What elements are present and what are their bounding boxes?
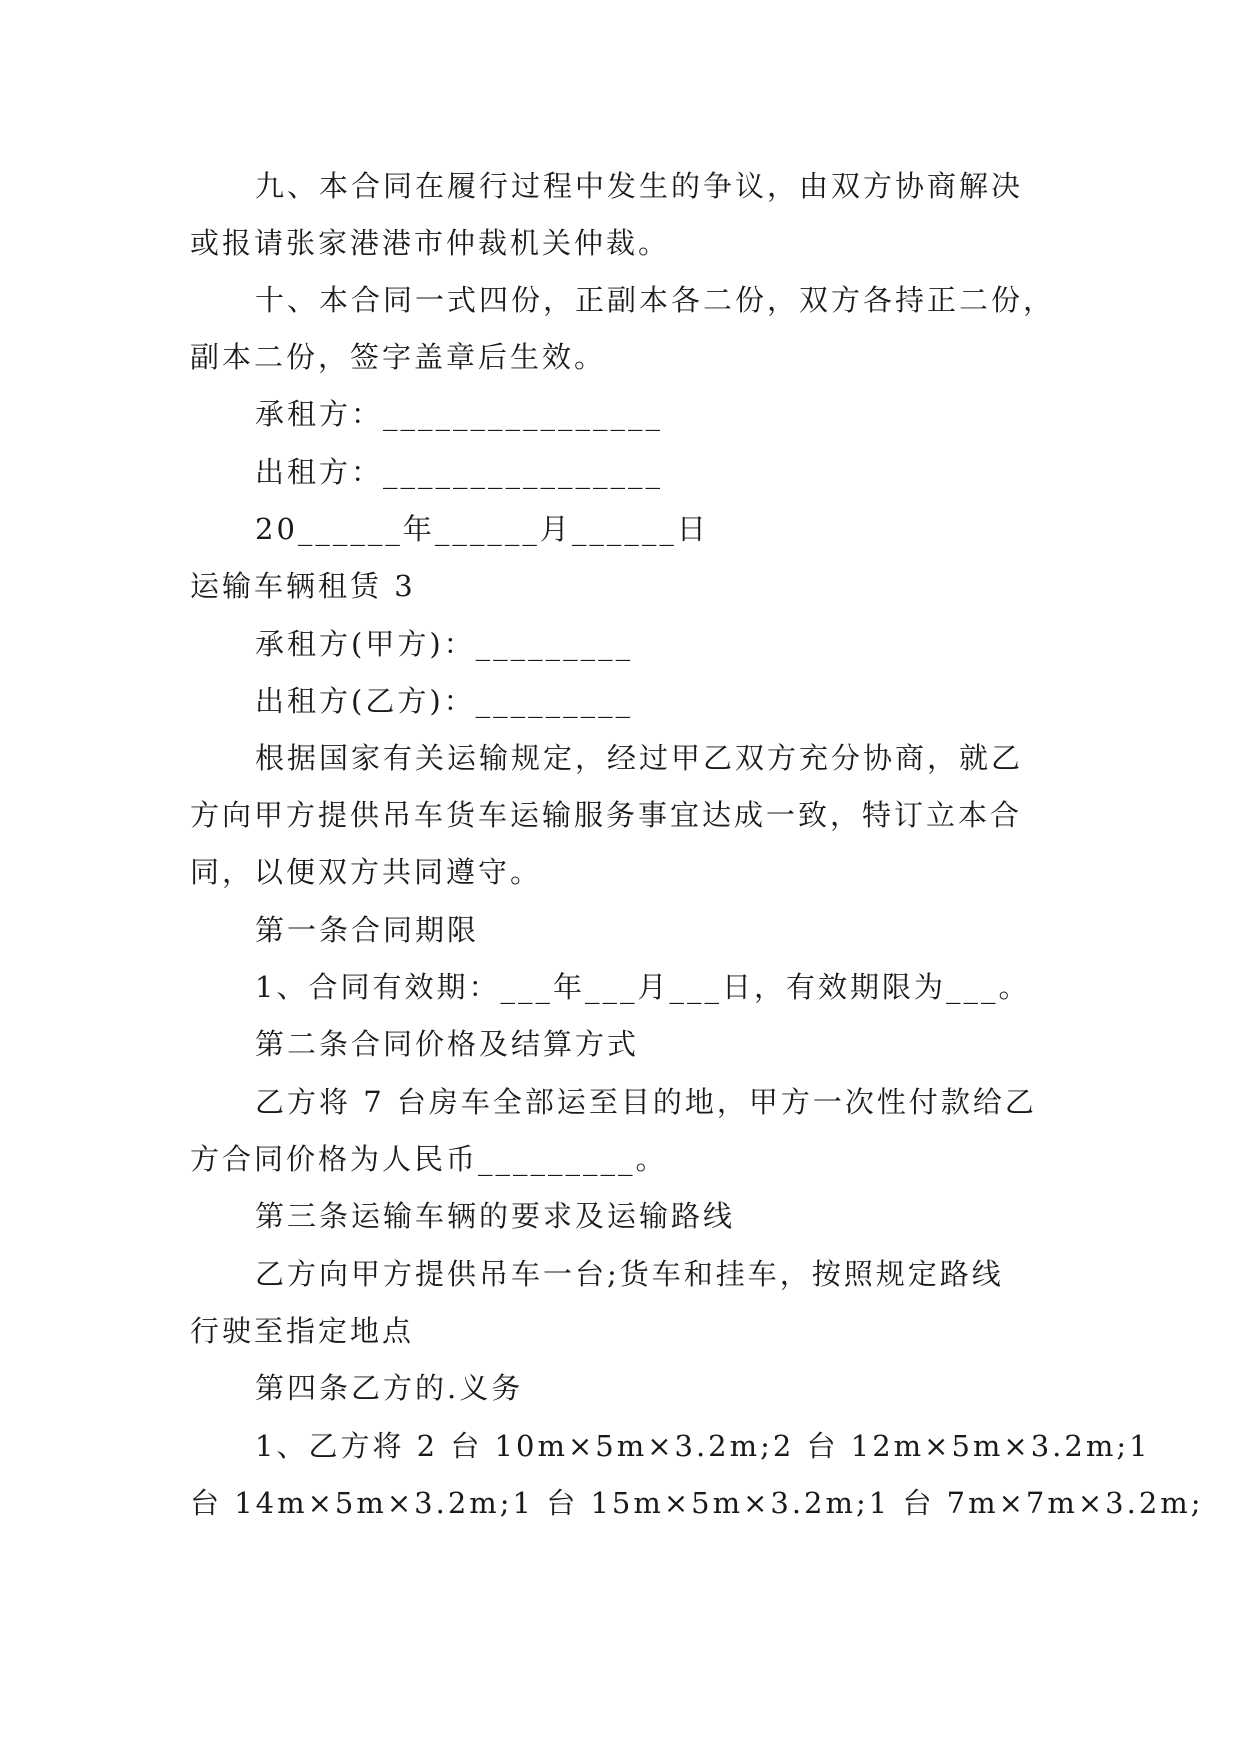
- article-2-heading: 第二条合同价格及结算方式: [255, 1027, 640, 1061]
- article-3-line-2: 行驶至指定地点: [190, 1314, 415, 1348]
- article-3-line-1: 乙方向甲方提供吊车一台;货车和挂车，按照规定路线: [255, 1257, 1004, 1291]
- article-4-item-1-line-2: 台 14m×5m×3.2m;1 台 15m×5m×3.2m;1 台 7m×7m×3.2m;: [190, 1486, 1204, 1520]
- clause-9-line-1: 九、本合同在履行过程中发生的争议，由双方协商解决: [255, 169, 1024, 203]
- section-heading: 运输车辆租赁 3: [190, 569, 416, 603]
- article-1-heading: 第一条合同期限: [255, 913, 480, 947]
- lessor-signature-line: 出租方：________________: [255, 455, 664, 489]
- article-4-heading: 第四条乙方的.义务: [255, 1371, 524, 1405]
- lessee-signature-line: 承租方：________________: [255, 397, 664, 431]
- party-a-line: 承租方(甲方)：_________: [255, 627, 634, 661]
- article-2-line-2: 方合同价格为人民币_________。: [190, 1142, 668, 1176]
- article-3-heading: 第三条运输车辆的要求及运输路线: [255, 1199, 736, 1233]
- article-4-item-1-line-1: 1、乙方将 2 台 10m×5m×3.2m;2 台 12m×5m×3.2m;1: [255, 1429, 1151, 1463]
- clause-9-line-2: 或报请张家港港市仲裁机关仲裁。: [190, 226, 671, 260]
- article-2-line-1: 乙方将 7 台房车全部运至目的地，甲方一次性付款给乙: [255, 1085, 1037, 1119]
- party-b-line: 出租方(乙方)：_________: [255, 684, 634, 718]
- date-line: 20______年______月______日: [255, 512, 709, 546]
- preamble-line-2: 方向甲方提供吊车货车运输服务事宜达成一致，特订立本合: [190, 798, 1023, 832]
- preamble-line-3: 同，以便双方共同遵守。: [190, 855, 543, 889]
- clause-10-line-2: 副本二份，签字盖章后生效。: [190, 340, 607, 374]
- preamble-line-1: 根据国家有关运输规定，经过甲乙双方充分协商，就乙: [255, 741, 1024, 775]
- article-1-item-1: 1、合同有效期：___年___月___日，有效期限为___。: [255, 970, 1031, 1004]
- clause-10-line-1: 十、本合同一式四份，正副本各二份，双方各持正二份，: [255, 283, 1056, 317]
